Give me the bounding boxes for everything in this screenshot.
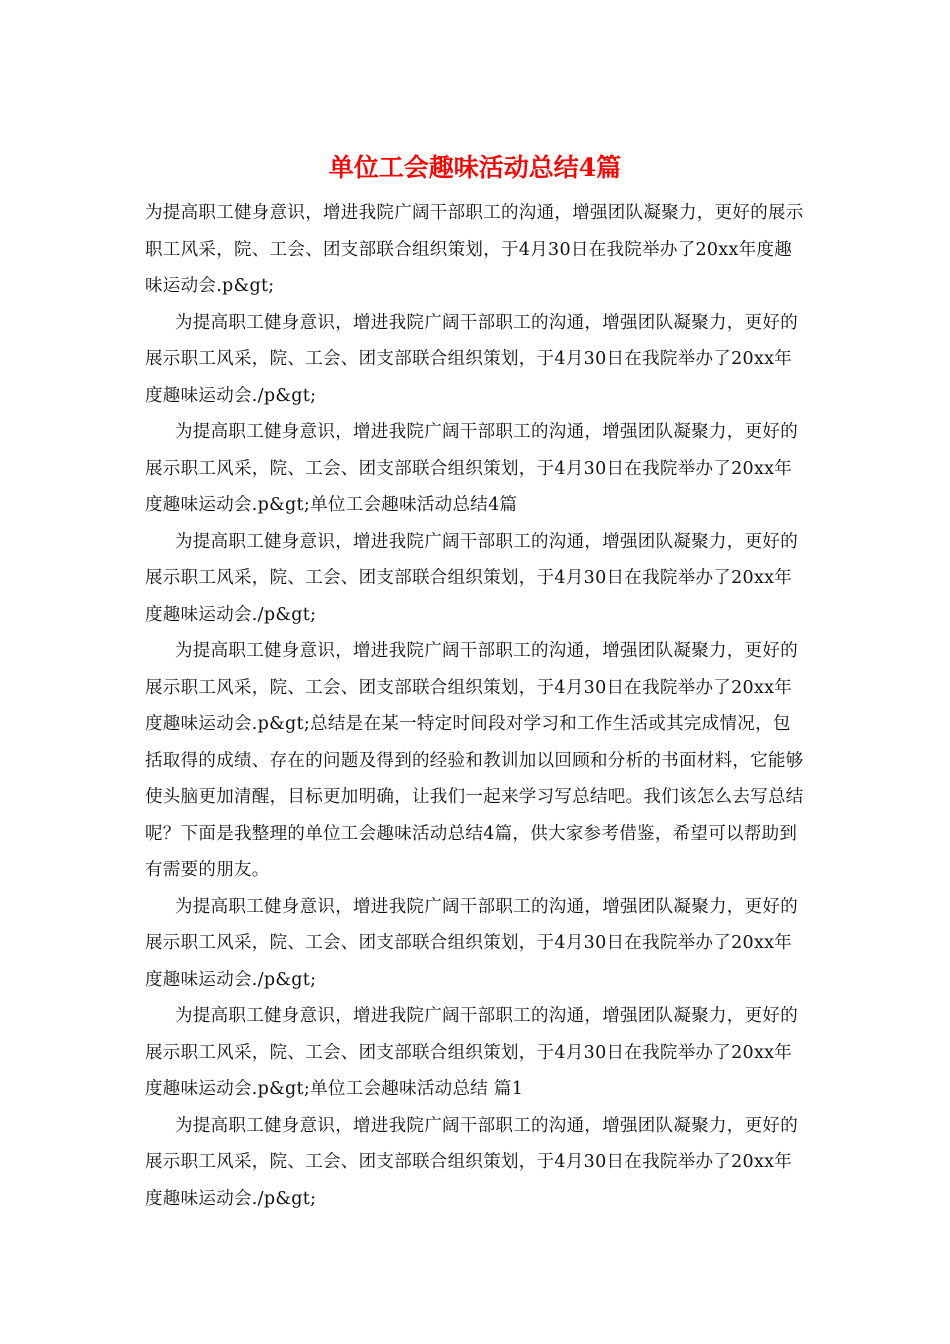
- document-body: [145, 195, 805, 1217]
- paragraph: 为提高职工健身意识，增进我院广阔干部职工的沟通，增强团队凝聚力，更好的展示职工风采，院、工会、团支部联合组织策划，于4月30日在我院举办了20xx年度趣味运动会./p&gt;: [145, 531, 798, 625]
- paragraph: 为提高职工健身意识，增进我院广阔干部职工的沟通，增强团队凝聚力，更好的展示职工风采，院、工会、团支部联合组织策划，于4月30日在我院举办了20xx年度趣味运动会.p&gt;单位工会趣味活动总结 篇1: [145, 1006, 798, 1099]
- paragraph: 为提高职工健身意识，增进我院广阔干部职工的沟通，增强团队凝聚力，更好的展示职工风采，院、工会、团支部联合组织策划，于4月30日在我院举办了20xx年度趣味运动会.p&gt;单位工会趣味活动总结4篇: [145, 422, 798, 515]
- paragraph: 为提高职工健身意识，增进我院广阔干部职工的沟通，增强团队凝聚力，更好的展示职工风采，院、工会、团支部联合组织策划，于4月30日在我院举办了20xx年度趣味运动会./p&gt;: [145, 312, 798, 406]
- paragraph: 为提高职工健身意识，增进我院广阔干部职工的沟通，增强团队凝聚力，更好的展示职工风采，院、工会、团支部联合组织策划，于4月30日在我院举办了20xx年度趣味运动会.p&gt;: [145, 203, 804, 296]
- document-title: 单位工会趣味活动总结4篇: [328, 153, 622, 182]
- paragraph: 为提高职工健身意识，增进我院广阔干部职工的沟通，增强团队凝聚力，更好的展示职工风采，院、工会、团支部联合组织策划，于4月30日在我院举办了20xx年度趣味运动会./p&gt;: [145, 1115, 798, 1209]
- paragraph: 为提高职工健身意识，增进我院广阔干部职工的沟通，增强团队凝聚力，更好的展示职工风采，院、工会、团支部联合组织策划，于4月30日在我院举办了20xx年度趣味运动会.p&gt;总结是在某一特定时间段对学习和工作生活或其完成情况，包括取得的成绩、存在的问题及得到的经验和教训加以回顾和分析的书面材料，它能够使头脑更加清醒，目标更加明确，让我们一起来学习写总结吧。我们该怎么去写总结呢？下面是我整理的单位工会趣味活动总结4篇，供大家参考借鉴，希望可以帮助到有需要的朋友。: [145, 641, 804, 880]
- paragraph: 为提高职工健身意识，增进我院广阔干部职工的沟通，增强团队凝聚力，更好的展示职工风采，院、工会、团支部联合组织策划，于4月30日在我院举办了20xx年度趣味运动会./p&gt;: [145, 896, 798, 990]
